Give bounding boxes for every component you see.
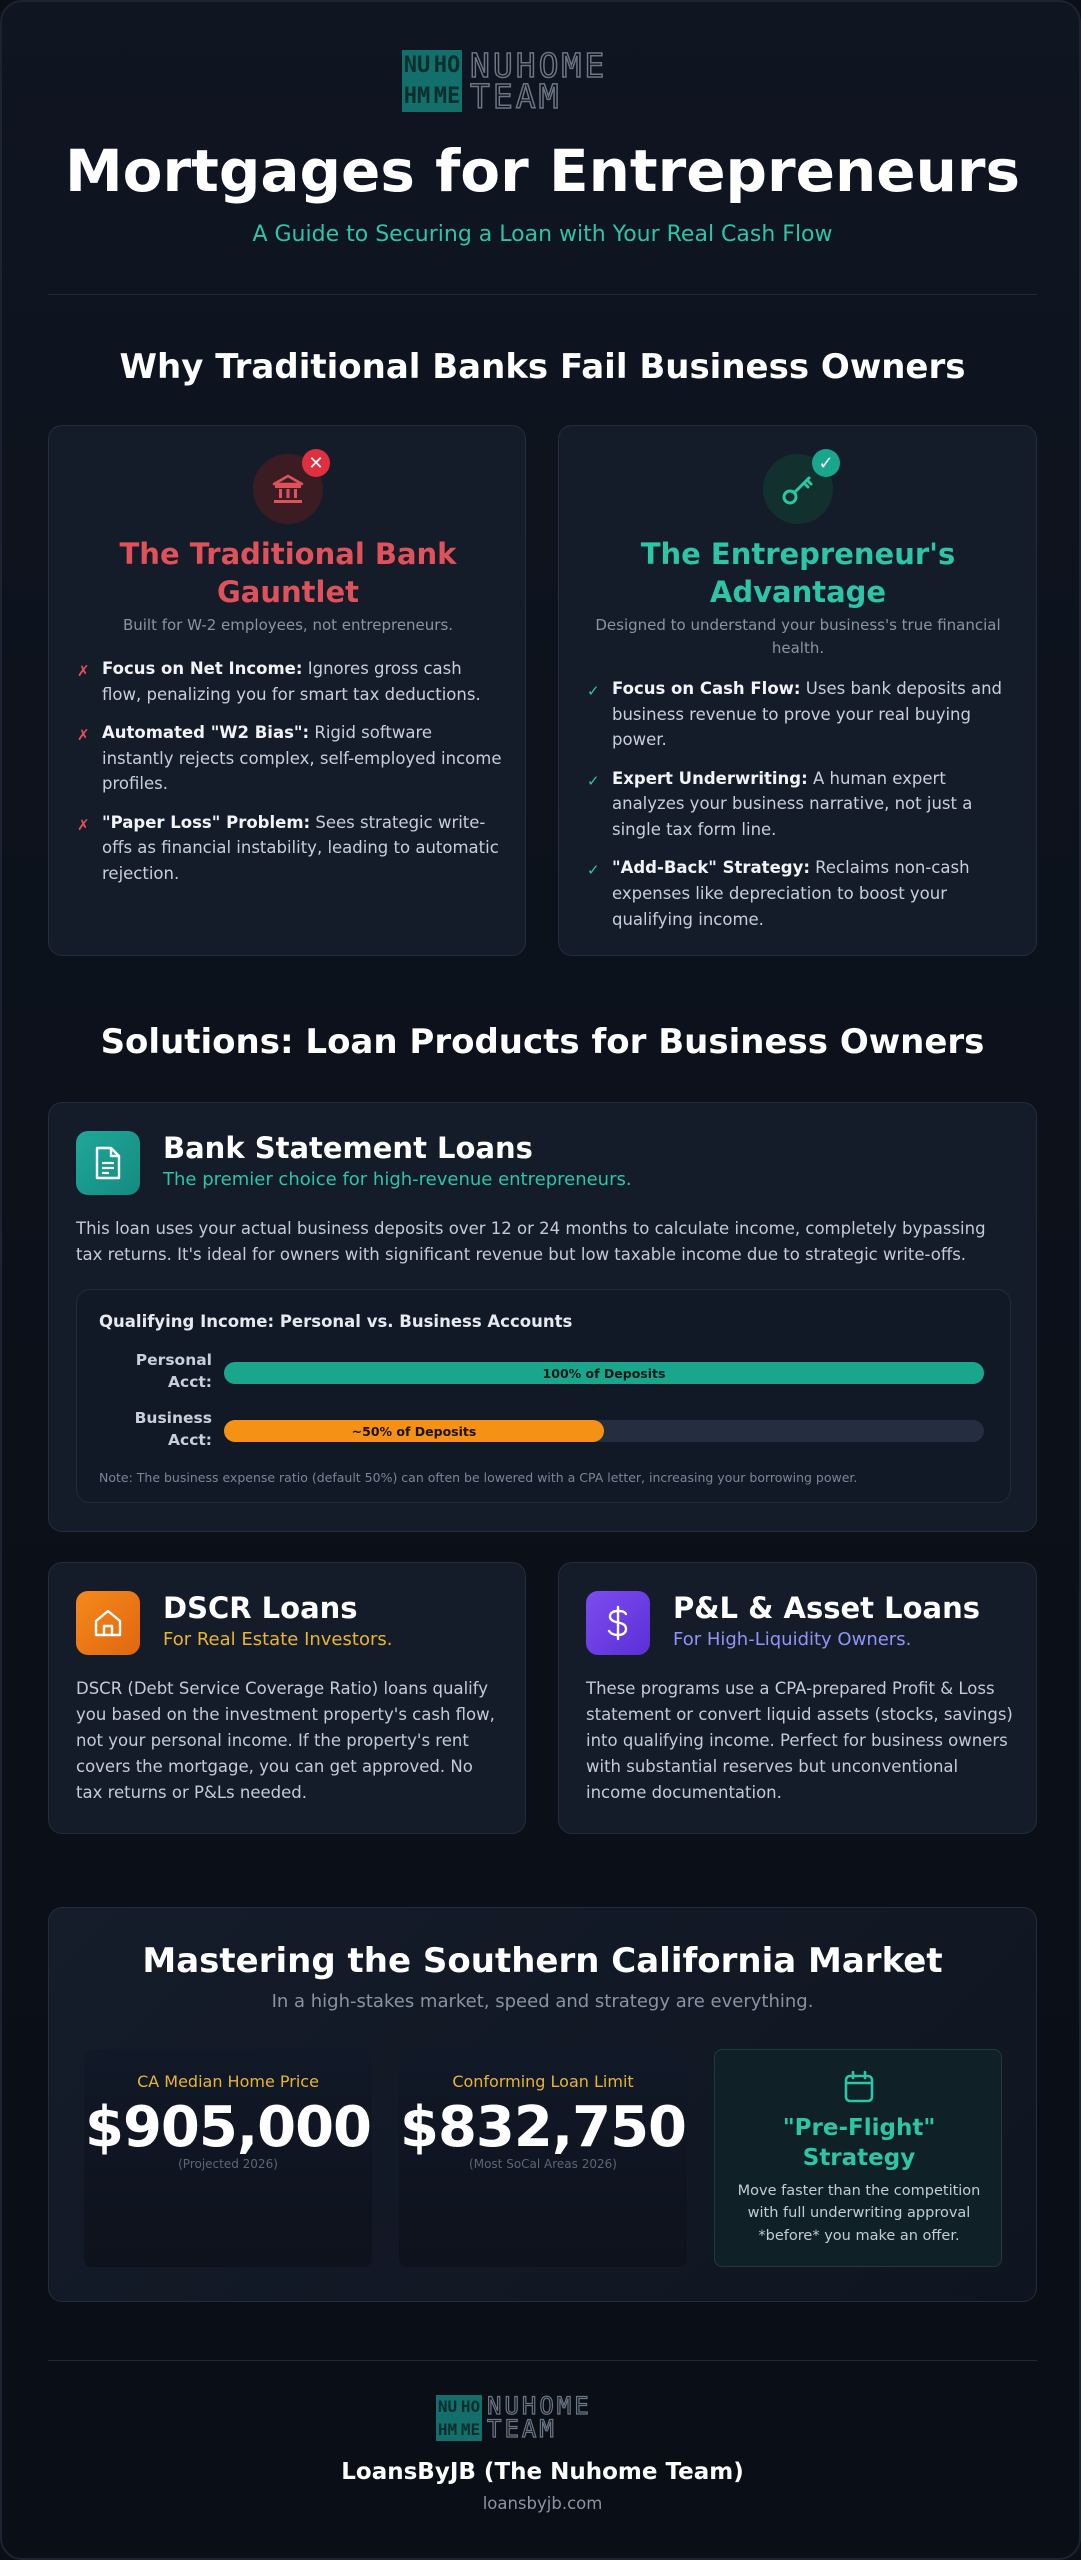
bank-problem-list — [77, 656, 502, 900]
socal-market-card — [48, 1907, 1037, 2302]
item-bold: "Add-Back" Strategy: — [612, 858, 810, 878]
item-text: A human expert analyzes your business narrative, not just a single tax form line. — [612, 768, 973, 839]
chart-title: Qualifying Income: Personal vs. Business Accounts — [99, 1312, 573, 1331]
item-text: Rigid software instantly rejects complex, self-employed income profiles. — [102, 723, 502, 794]
dscr-title: DSCR Loans — [163, 1591, 358, 1625]
x-mark-icon: ✗ — [77, 662, 90, 680]
bar-personal: 100% of Deposits — [224, 1362, 984, 1384]
item-text: Sees strategic write-offs as financial instability, leading to automatic rejection. — [102, 812, 499, 883]
pl-asset-loans-card — [558, 1562, 1037, 1834]
item-bold: Focus on Cash Flow: — [612, 679, 801, 698]
bar-business: ~50% of Deposits — [224, 1420, 604, 1442]
divider — [48, 294, 1037, 295]
dollar-icon — [586, 1591, 650, 1655]
bank-statement-description: This loan uses your actual business deposits over 12 or 24 months to calculate income, completely bypassing tax returns. It's ideal for owners with significant revenue but low taxable income due to strategic write-offs. — [76, 1219, 986, 1265]
divider — [48, 2360, 1037, 2361]
check-icon: ✓ — [812, 449, 840, 477]
page-subtitle: A Guide to Securing a Loan with Your Real Cash Flow — [252, 222, 833, 247]
page-title: Mortgages for Entrepreneurs — [64, 137, 1021, 205]
logo-line-2: TEAM — [487, 2415, 557, 2443]
stat-label: CA Median Home Price — [137, 2072, 319, 2091]
x-mark-icon: ✗ — [77, 726, 90, 745]
dscr-description: DSCR (Debt Service Coverage Ratio) loans qualify you based on the investment property's cash flow, not your personal income. If the property's rent covers the mortgage, you can get approved. No tax returns or P&Ls needed. — [76, 1679, 495, 1803]
list-item — [77, 720, 502, 797]
item-text: Ignores gross cash flow, penalizing you for smart tax deductions. — [102, 659, 481, 704]
advantage-list — [587, 676, 1012, 945]
bar-label-line: Business — [134, 1409, 212, 1427]
footer-nuhome-logo[interactable] — [436, 2392, 592, 2443]
logo-mark — [436, 2395, 482, 2441]
list-item — [587, 766, 1012, 843]
logo-letters: HM — [437, 2419, 458, 2439]
bank-statement-title: Bank Statement Loans — [163, 1131, 533, 1165]
bar-track-personal — [224, 1362, 984, 1384]
logo-line-1: NUHOME — [470, 46, 608, 85]
item-bold: Focus on Net Income: — [102, 659, 303, 678]
footer-website-link[interactable]: loansbyjb.com — [482, 2494, 603, 2513]
item-bold: Automated "W2 Bias": — [102, 723, 310, 743]
logo-wordmark — [470, 46, 608, 117]
logo-letters: NU — [437, 2396, 458, 2416]
nuhome-logo[interactable] — [402, 46, 608, 117]
list-item — [587, 855, 1012, 932]
solutions-heading: Solutions: Loan Products for Business Owners — [100, 1022, 985, 1062]
pl-asset-description: These programs use a CPA-prepared Profit & Loss statement or convert liquid assets (stocks, savings) into qualifying income. Perfect for business owners with substantial reserves but unconventional income documentation. — [586, 1679, 1013, 1803]
stat-conforming-limit — [399, 2049, 687, 2267]
chart-note: Note: The business expense ratio (default 50%) can often be lowered with a CPA letter, increasing your borrowing power. — [99, 1470, 858, 1485]
logo-letters: HO — [433, 52, 461, 78]
document-icon — [76, 1131, 140, 1195]
bank-statement-subtitle: The premier choice for high-revenue entrepreneurs. — [163, 1169, 632, 1190]
item-text: Uses bank deposits and business revenue to prove your real buying power. — [612, 679, 1003, 750]
bank-card-subtitle: Built for W-2 employees, not entrepreneurs. — [122, 616, 454, 634]
bar-track-business — [224, 1420, 984, 1442]
stat-label: Conforming Loan Limit — [452, 2072, 634, 2091]
logo-wordmark — [487, 2392, 592, 2443]
bar-label-personal — [97, 1350, 212, 1393]
item-bold: Expert Underwriting: — [612, 768, 808, 788]
logo-letters: ME — [433, 83, 461, 109]
logo-mark — [402, 50, 462, 112]
item-text: Reclaims non-cash expenses like depreciation to boost your qualifying income. — [612, 858, 970, 929]
preflight-title: "Pre-Flight" Strategy — [782, 2115, 936, 2171]
bar-label-line: Acct: — [168, 1430, 212, 1449]
stat-note: (Most SoCal Areas 2026) — [469, 2157, 617, 2171]
pl-asset-title: P&L & Asset Loans — [673, 1591, 980, 1625]
bank-card-title: The Traditional Bank Gauntlet — [119, 537, 457, 609]
check-mark-icon: ✓ — [587, 771, 600, 790]
logo-letters: HO — [460, 2396, 481, 2416]
entrepreneur-advantage-card — [558, 425, 1037, 956]
traditional-bank-card — [48, 425, 526, 956]
qualifying-income-chart — [76, 1289, 1011, 1503]
calendar-icon — [842, 2070, 876, 2108]
item-bold: "Paper Loss" Problem: — [102, 812, 311, 832]
market-subtitle: In a high-stakes market, speed and strategy are everything. — [271, 1991, 814, 2012]
logo-letters: NU — [403, 52, 431, 78]
bar-label-business — [97, 1408, 212, 1451]
why-heading: Why Traditional Banks Fail Business Owners — [119, 347, 966, 387]
stat-value: $905,000 — [84, 2095, 372, 2160]
bar-label-line: Acct: — [168, 1372, 212, 1391]
logo-letters: HM — [403, 83, 431, 109]
list-item — [77, 656, 502, 707]
bar-label-line: Personal — [135, 1351, 212, 1369]
check-mark-icon: ✓ — [587, 682, 600, 700]
home-icon — [76, 1591, 140, 1655]
stat-median-price — [84, 2049, 372, 2267]
x-mark-icon: ✗ — [77, 815, 90, 834]
dscr-subtitle: For Real Estate Investors. — [163, 1629, 393, 1650]
stat-value: $832,750 — [399, 2095, 687, 2160]
x-icon: ✕ — [302, 449, 330, 477]
list-item — [77, 810, 502, 887]
footer-company-name: LoansByJB (The Nuhome Team) — [341, 2459, 744, 2485]
logo-line-1: NUHOME — [487, 2392, 592, 2421]
logo-letters: ME — [460, 2419, 481, 2439]
market-heading: Mastering the Southern California Market — [142, 1941, 943, 1981]
logo-line-2: TEAM — [470, 77, 562, 117]
pl-asset-subtitle: For High-Liquidity Owners. — [673, 1629, 912, 1650]
dscr-loans-card — [48, 1562, 526, 1834]
preflight-description: Move faster than the competition with full underwriting approval *before* you make an offer. — [737, 2183, 981, 2244]
advantage-card-title: The Entrepreneur's Advantage — [640, 537, 956, 609]
bank-statement-loans-card — [48, 1102, 1037, 1532]
list-item — [587, 676, 1012, 753]
check-mark-icon: ✓ — [587, 861, 600, 880]
preflight-strategy-box — [714, 2049, 1002, 2267]
stat-note: (Projected 2026) — [178, 2157, 278, 2171]
advantage-card-subtitle: Designed to understand your business's true financial health. — [595, 616, 1001, 658]
